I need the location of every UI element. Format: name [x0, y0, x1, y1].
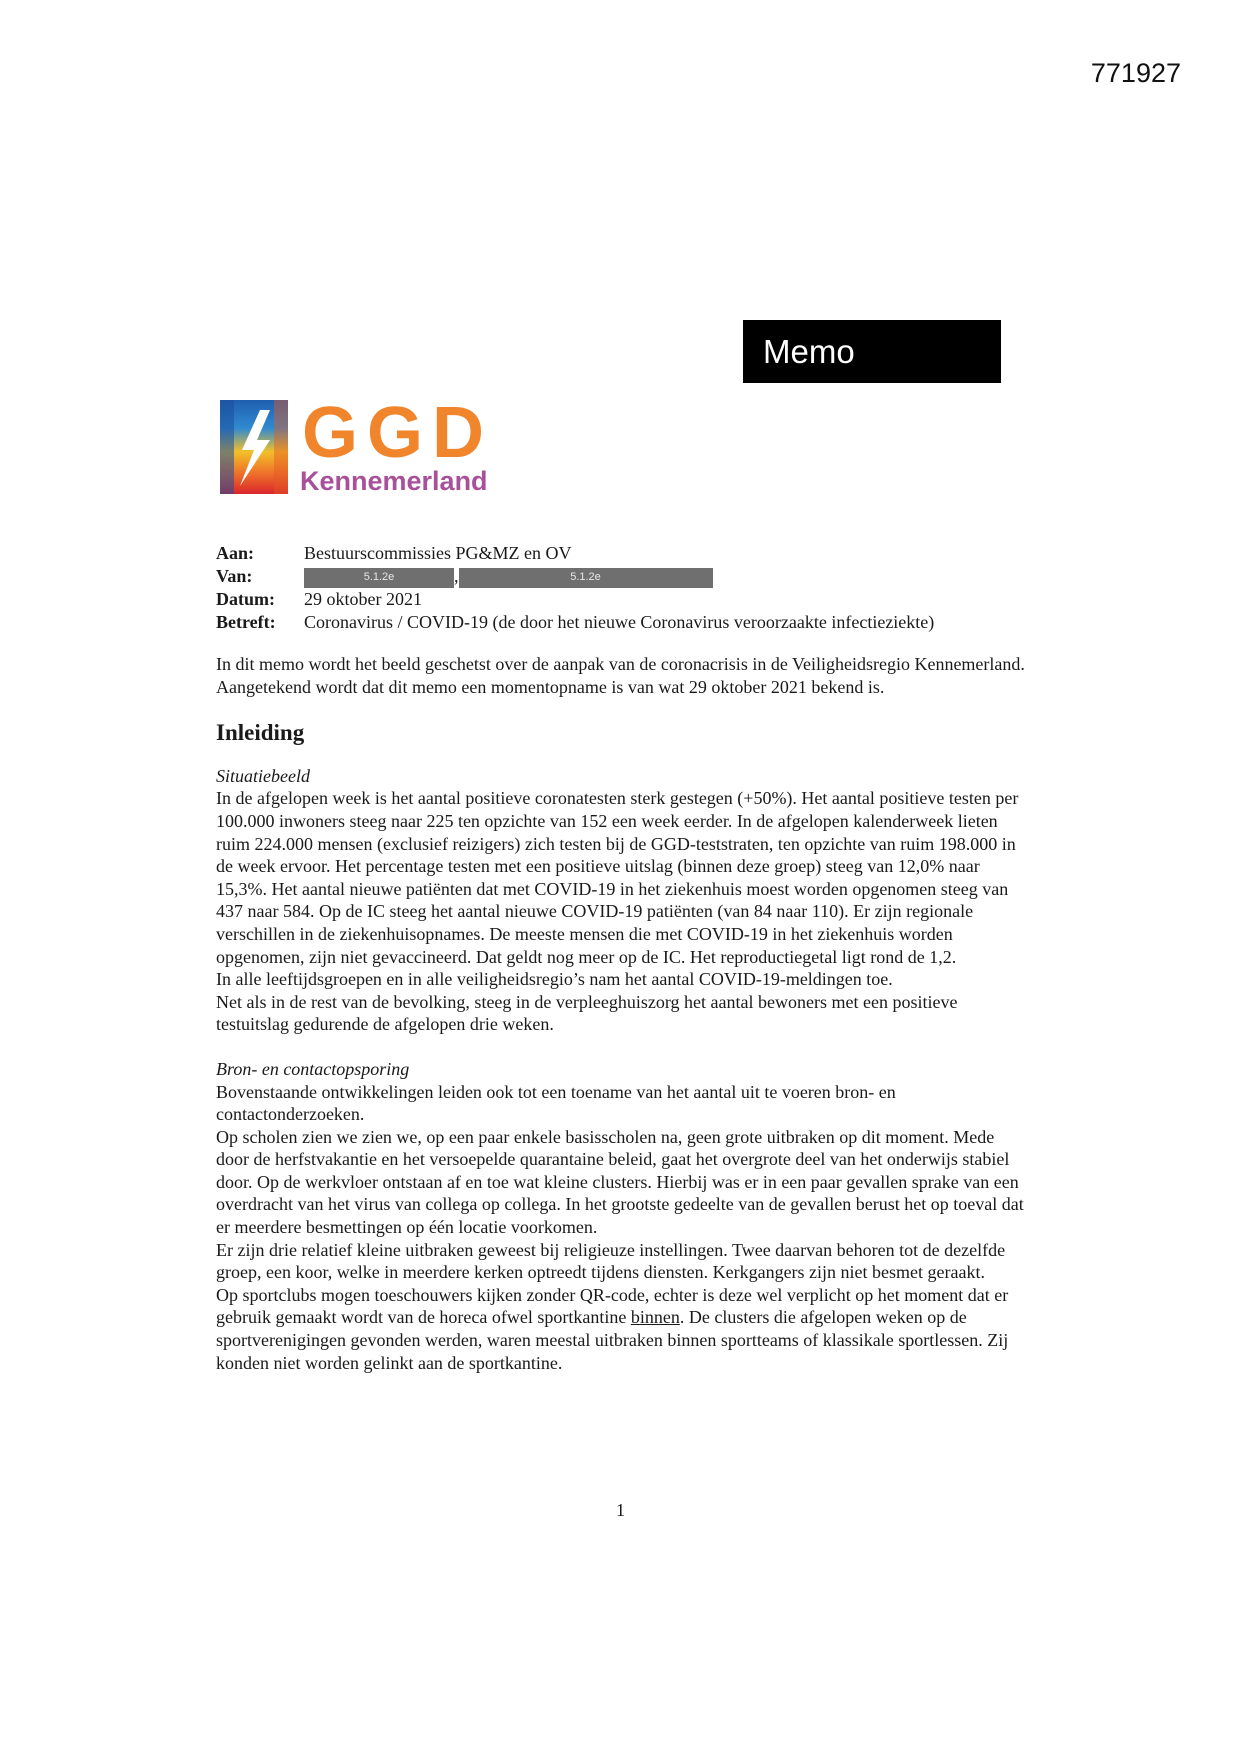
section-heading: Inleiding: [216, 720, 305, 746]
bron-paragraph-sport: Op sportclubs mogen toeschouwers kijken zonder QR-code, echter is deze wel verplicht op het moment dat er gebruik gemaakt wordt van de horeca ofwel sportkantine binnen. De clusters die afgelopen weken op de sportverenigingen gevonden werden, waren meestal uitbraken binnen sportteams of klassikale sportlessen. Zij konden niet worden gelinkt aan de sportkantine.: [216, 1284, 1009, 1373]
datum-label: Datum:: [216, 589, 275, 609]
bron-heading: Bron- en contactopsporing: [216, 1058, 410, 1079]
van-separator: ,: [454, 566, 459, 586]
logo-region-text: Kennemerland: [300, 466, 488, 496]
bron-paragraph-scholen: Op scholen zien we zien we, op een paar enkele basisscholen na, geen grote uitbraken op dit moment. Mede door de herfstvakantie en het versoepelde quarantaine beleid, gaat het overgrote deel van het onderwijs stabiel door. Op de werkvloer ontstaan af en toe wat kleine clusters. Hierbij was er in een paar gevallen sprake van een overdracht van het virus van collega op collega. In het grootste gedeelte van de gevallen berust het op toeval dat er meerdere besmettingen op één locatie voorkomen.: [216, 1126, 1024, 1238]
aan-row: [216, 542, 934, 565]
situatiebeeld-paragraph: In de afgelopen week is het aantal positieve coronatesten sterk gestegen (+50%). Het aantal positieve testen per 100.000 inwoners steeg naar 225 ten opzichte van 152 een week eerder. In de afgelopen kalenderweek lieten ruim 224.000 mensen (exclusief reizigers) zich testen bij de GGD-teststraten, ten opzichte van ruim 198.000 in de week ervoor. Het percentage testen met een positieve uitslag (binnen deze groep) steeg van 12,0% naar 15,3%. Het aantal nieuwe patiënten dat met COVID-19 in het ziekenhuis moest worden opgenomen steeg van 437 naar 584. Op de IC steeg het aantal nieuwe COVID-19 patiënten (van 84 naar 110). Er zijn regionale verschillen in de ziekenhuisopnames. De meeste mensen die met COVID-19 in het ziekenhuis worden opgenomen, zijn niet gevaccineerd. Dat geldt nog meer op de IC. Het reproductiegetal ligt rond de 1,2.: [216, 788, 1019, 967]
page-number: 1: [616, 1500, 625, 1520]
aan-label: Aan:: [216, 543, 255, 563]
bron-paragraph-religie: Er zijn drie relatief kleine uitbraken geweest bij religieuze instellingen. Twee daarvan behoren tot de dezelfde groep, een koor, welke in meerdere kerken optreedt tijdens diensten. Kerkgangers zijn niet besmet geraakt.: [216, 1239, 1006, 1283]
ggd-logo: [220, 393, 520, 500]
datum-row: [216, 588, 934, 611]
bron-paragraph-1: Bovenstaande ontwikkelingen leiden ook tot een toename van het aantal uit te voeren bron- en contactonderzoeken.: [216, 1081, 896, 1125]
redaction-2: 5.1.2e: [459, 568, 713, 588]
datum-value: 29 oktober 2021: [304, 589, 422, 609]
document-id: 771927: [1090, 58, 1181, 88]
memo-header: [216, 542, 934, 634]
underlined-word: binnen: [630, 1307, 680, 1328]
memo-label: Memo: [743, 320, 1001, 383]
memo-body: [216, 653, 1026, 1374]
intro-paragraph: In dit memo wordt het beeld geschetst over de aanpak van de coronacrisis in de Veiligheidsregio Kennemerland. Aangetekend wordt dat dit memo een momentopname is van wat 29 oktober 2021 bekend is.: [216, 654, 1025, 697]
ggd-logo-icon: [220, 400, 288, 494]
situatiebeeld-meldingen: In alle leeftijdsgroepen en in alle veiligheidsregio’s nam het aantal COVID-19-meldingen toe.: [216, 969, 893, 990]
situatiebeeld-verpleeghuis: Net als in de rest van de bevolking, steeg in de verpleeghuiszorg het aantal bewoners met een positieve testuitslag gedurende de afgelopen drie weken.: [216, 991, 958, 1035]
logo-ggd-text: GGD: [302, 393, 494, 473]
van-row: [216, 565, 934, 588]
van-label: Van:: [216, 566, 253, 586]
betreft-label: Betreft:: [216, 612, 276, 632]
betreft-value: Coronavirus / COVID-19 (de door het nieuwe Coronavirus veroorzaakte infectieziekte): [304, 612, 935, 632]
betreft-row: [216, 611, 934, 634]
aan-value: Bestuurscommissies PG&MZ en OV: [304, 543, 572, 563]
situatiebeeld-heading: Situatiebeeld: [216, 765, 310, 786]
redaction-1: 5.1.2e: [304, 568, 454, 588]
